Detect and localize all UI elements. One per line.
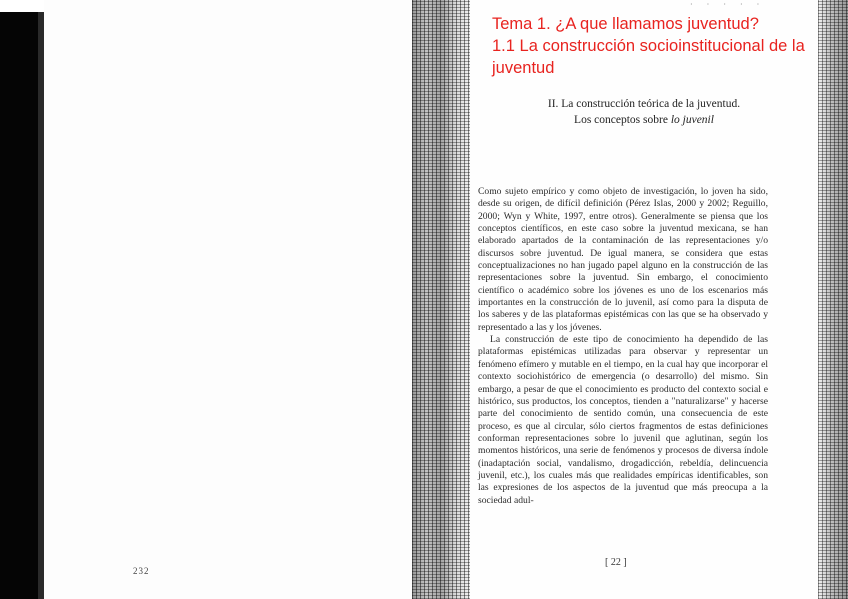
chapter-heading-line-2-prefix: Los conceptos sobre (574, 114, 671, 126)
chapter-heading-line-1: II. La construcción teórica de la juventud. (547, 98, 741, 110)
paragraph-1: Como sujeto empírico y como objeto de investigación, lo joven ha sido, desde su origen, de difícil definición (Pérez Islas, 2000 y 2002; Reguillo, 2000; Wyn y White, 1997, entre otros). Generalmente se piensa que los conceptos científicos, en este caso sobre la juventud mexicana, se han elaborado apartados de la contaminación de las representaciones y/o discursos sobre juventud. De igual manera, se considera que estas conceptualizaciones no han jugado papel alguno en la construcción de las representaciones sobre la juventud. Sin embargo, el conocimiento científico o académico sobre los jóvenes es uno de los escenarios más importantes en la construcción de lo juvenil, así como para la disputa de los saberes y de las plataformas epistémicas con las que se ha observado y representado a las y los jóvenes. (478, 186, 768, 333)
left-page (44, 0, 416, 599)
book-gutter (412, 0, 470, 599)
paragraph-2: La construcción de este tipo de conocimiento ha dependido de las plataformas epistémicas utilizadas para observar y representar un fenómeno efímero y mutable en el tiempo, en la cual hay que incorporar el contexto sociohistórico de emergencia (o desarrollo) del mismo. Sin embargo, a pesar de que el conocimiento es producto del contexto social e histórico, sus productos, los conceptos, tienden a "naturalizarse" y hacerse parte del conocimiento de sentido común, una consecuencia de este proceso, es que al circular, sólo ciertos fragmentos de estas definiciones conforman representaciones sobre lo juvenil que aglutinan, según los momentos históricos, una serie de fenómenos y procesos de diversa índole (inadaptación social, vandalismo, drogadicción, rebeldía, delincuencia juvenil, etc.), los cuales más que realidades empíricas identificables, son las expresiones de los aspectos de la juventud que más preocupa a la sociedad adul- (478, 334, 768, 506)
page-number: [ 22 ] (605, 557, 627, 568)
body-text (478, 186, 768, 507)
chapter-heading-line-2-italic: lo juvenil (670, 114, 714, 126)
title-line-2: 1.1 La construcción socioinstitucional de la (492, 37, 805, 55)
title-line-3: juventud (492, 59, 555, 77)
title-line-1: Tema 1. ¿A que llamamos juventud? (492, 15, 759, 33)
overlay-title (492, 13, 812, 79)
scan-speckles: · · · · · (690, 0, 766, 9)
right-page-edge (818, 0, 848, 599)
chapter-heading-line-2 (470, 112, 818, 128)
chapter-heading (470, 96, 818, 128)
left-page-folio: 232 (133, 566, 150, 576)
